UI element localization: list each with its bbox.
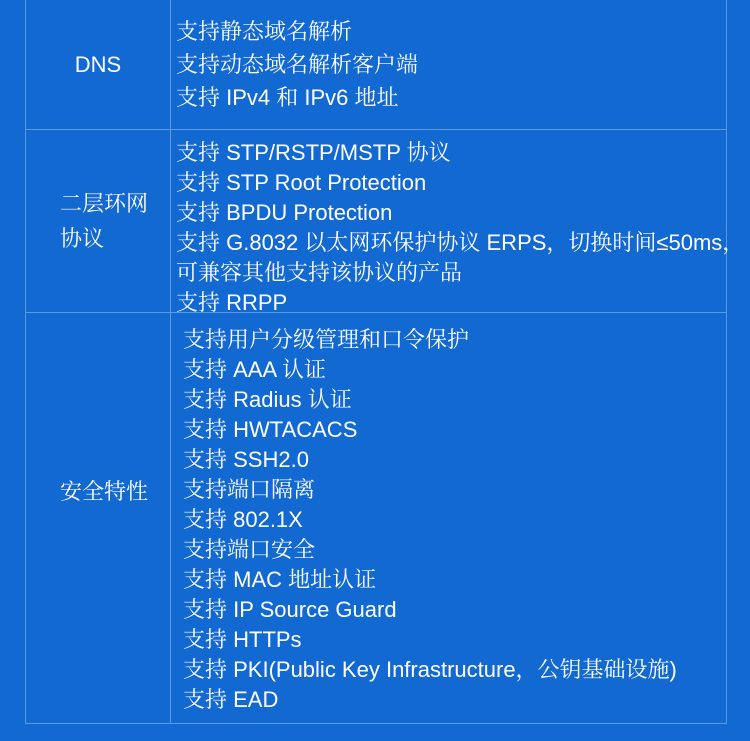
feature-line: 支持 HWTACACS: [183, 417, 358, 442]
category-cell-l2-ring: [26, 130, 171, 312]
feature-line: 支持 BPDU Protection: [176, 200, 393, 225]
category-label: DNS: [74, 52, 122, 77]
feature-line: 支持 MAC 地址认证: [183, 567, 377, 592]
category-label: 安全特性: [60, 478, 149, 504]
category-cell-security: [26, 313, 171, 723]
table-row-dns: [26, 0, 726, 129]
feature-line: 支持动态域名解析客户端: [176, 52, 419, 77]
feature-line: 支持静态域名解析: [176, 19, 353, 44]
feature-line: 支持 802.1X: [183, 507, 303, 532]
feature-line: 支持 SSH2.0: [183, 447, 309, 472]
table-row-security: [26, 312, 726, 723]
feature-line: 支持 RRPP: [176, 290, 288, 315]
feature-line: 支持 PKI(Public Key Infrastructure，公钥基础设施): [183, 657, 677, 682]
feature-line: 支持 EAD: [183, 687, 279, 712]
features-cell-l2-ring: [171, 130, 745, 315]
features-cell-dns: [171, 0, 726, 129]
feature-line: 支持 STP/RSTP/MSTP 协议: [176, 140, 451, 165]
feature-line: 支持端口隔离: [183, 477, 316, 502]
category-label: 二层环网: [60, 191, 149, 216]
feature-line: 支持端口安全: [183, 537, 316, 562]
feature-line: 支持 Radius 认证: [183, 387, 352, 412]
feature-line: 支持 STP Root Protection: [176, 170, 427, 195]
feature-line: 支持 AAA 认证: [183, 357, 327, 382]
feature-line: 支持 HTTPs: [183, 627, 302, 652]
feature-spec-table: [25, 0, 745, 724]
table-row-l2-ring: [26, 129, 745, 315]
feature-line: 支持 IPv4 和 IPv6 地址: [176, 85, 399, 110]
category-cell-dns: [26, 0, 171, 129]
feature-line: 支持 G.8032 以太网环保护协议 ERPS，切换时间≤50ms，: [176, 230, 745, 255]
feature-line: 可兼容其他支持该协议的产品: [176, 260, 463, 285]
feature-line: 支持用户分级管理和口令保护: [183, 327, 470, 352]
feature-line: 支持 IP Source Guard: [183, 597, 397, 622]
features-cell-security: [171, 313, 726, 723]
category-label: 协议: [60, 226, 105, 251]
